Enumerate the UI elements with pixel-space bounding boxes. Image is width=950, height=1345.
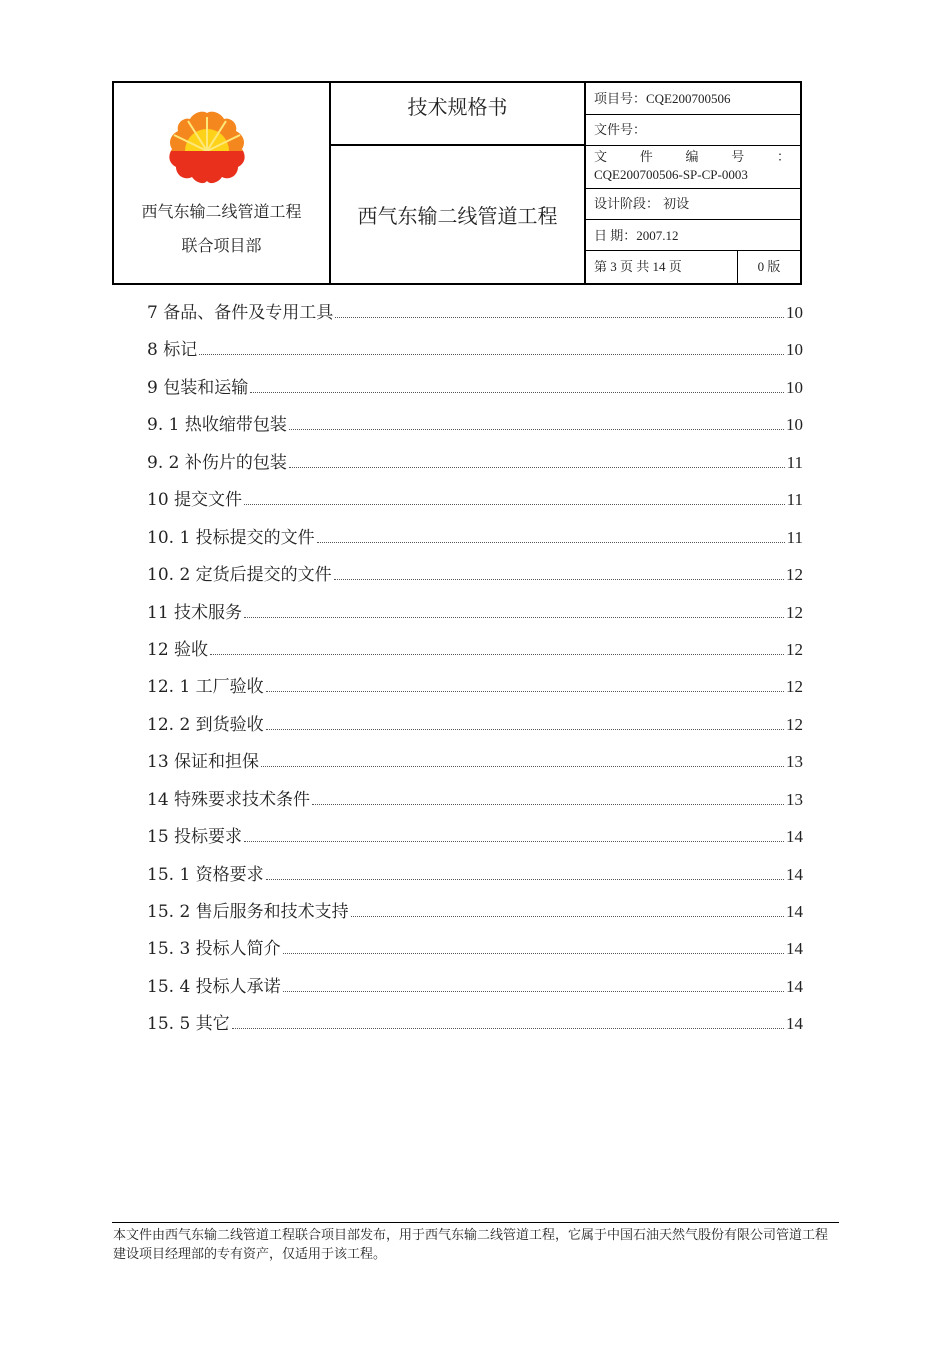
toc-entry-page: 14 xyxy=(786,864,803,884)
toc-entry[interactable] xyxy=(147,410,803,447)
toc-entry-label: 15. 2 售后服务和技术支持 xyxy=(147,902,349,922)
org-name-line1: 西气东输二线管道工程 xyxy=(141,202,302,221)
header-title-cell xyxy=(331,83,586,283)
toc-entry[interactable] xyxy=(147,785,803,822)
toc-leader-dots xyxy=(266,691,784,692)
toc-entry-label: 11 技术服务 xyxy=(147,602,243,623)
toc-leader-dots xyxy=(210,654,784,655)
toc-entry-page: 14 xyxy=(786,939,803,959)
toc-entry[interactable] xyxy=(147,598,803,635)
toc-entry-label: 8 标记 xyxy=(147,340,198,361)
toc-leader-dots xyxy=(283,991,784,992)
page-info: 第 3 页 共 14 页 xyxy=(586,251,738,283)
toc-entry-label: 7 备品、备件及专用工具 xyxy=(147,303,334,323)
toc-entry-label: 10 提交文件 xyxy=(147,490,243,511)
toc-leader-dots xyxy=(266,879,784,880)
toc-leader-dots xyxy=(244,841,784,842)
footer-note: 本文件由西气东输二线管道工程联合项目部发布，用于西气东输二线管道工程，它属于中国石油天然气股份有限公司管道工程建设项目经理部的专有资产，仅适用于该工程。 xyxy=(113,1228,829,1262)
toc-entry-page: 13 xyxy=(786,752,803,772)
toc-entry[interactable] xyxy=(147,822,803,859)
toc-entry-label: 10. 2 定货后提交的文件 xyxy=(147,565,332,586)
toc-entry-page: 13 xyxy=(786,789,803,809)
toc-entry[interactable] xyxy=(147,710,803,747)
toc-entry[interactable] xyxy=(147,298,803,335)
petrochina-logo-icon xyxy=(166,109,248,185)
toc-leader-dots xyxy=(244,504,785,505)
toc-entry-page: 14 xyxy=(786,1014,803,1034)
toc-leader-dots xyxy=(199,354,784,355)
toc-entry-page: 12 xyxy=(786,714,803,734)
toc-entry[interactable] xyxy=(147,485,803,522)
toc-entry-page: 14 xyxy=(786,902,803,921)
toc-entry-page: 11 xyxy=(786,490,803,510)
toc-leader-dots xyxy=(312,804,784,805)
toc-entry-page: 12 xyxy=(786,565,803,585)
toc-entry-page: 11 xyxy=(786,527,803,547)
toc-entry-label: 15 投标要求 xyxy=(147,827,243,848)
toc-leader-dots xyxy=(261,766,784,767)
toc-entry-label: 15. 3 投标人简介 xyxy=(147,939,281,960)
toc-leader-dots xyxy=(250,392,784,393)
page-version-row xyxy=(586,251,800,283)
toc-leader-dots xyxy=(289,429,784,430)
toc-entry[interactable] xyxy=(147,523,803,560)
toc-entry[interactable] xyxy=(147,635,803,672)
toc-entry-page: 10 xyxy=(786,340,803,360)
toc-leader-dots xyxy=(232,1028,784,1029)
header-logo-cell xyxy=(114,83,331,283)
toc-entry-label: 10. 1 投标提交的文件 xyxy=(147,527,315,548)
toc-entry-page: 14 xyxy=(786,827,803,847)
toc-entry-label: 9 包装和运输 xyxy=(147,377,249,398)
toc-entry-label: 12. 1 工厂验收 xyxy=(147,677,264,698)
toc-entry-label: 9. 2 补伤片的包装 xyxy=(147,452,287,473)
toc-entry-page: 12 xyxy=(786,602,803,622)
toc-entry[interactable] xyxy=(147,860,803,897)
toc-leader-dots xyxy=(289,467,785,468)
project-number: 项目号：CQE200700506 xyxy=(586,83,800,115)
toc-entry-label: 13 保证和担保 xyxy=(147,752,260,773)
org-name-line2: 联合项目部 xyxy=(181,236,262,255)
toc-entry[interactable] xyxy=(147,560,803,597)
toc-entry[interactable] xyxy=(147,448,803,485)
toc-entry[interactable] xyxy=(147,934,803,971)
doc-code-value: CQE200700506-SP-CP-0003 xyxy=(594,167,748,182)
doc-type-title: 技术规格书 xyxy=(331,83,584,146)
doc-code-field xyxy=(586,146,800,189)
toc-entry-label: 12 验收 xyxy=(147,639,209,660)
file-number: 文件号： xyxy=(586,115,800,146)
toc-leader-dots xyxy=(335,317,784,318)
toc-entry[interactable] xyxy=(147,747,803,784)
toc-entry-label: 15. 5 其它 xyxy=(147,1014,230,1035)
toc-entry-page: 10 xyxy=(786,303,803,322)
toc-leader-dots xyxy=(244,617,784,618)
toc-entry-page: 14 xyxy=(786,976,803,996)
toc-leader-dots xyxy=(351,916,784,917)
toc-entry[interactable] xyxy=(147,672,803,709)
toc-entry[interactable] xyxy=(147,373,803,410)
doc-code-label: 文 件 编 号 ： xyxy=(594,150,790,165)
toc-entry[interactable] xyxy=(147,972,803,1009)
toc-leader-dots xyxy=(317,542,785,543)
toc-entry[interactable] xyxy=(147,1009,803,1046)
toc-entry[interactable] xyxy=(147,897,803,934)
doc-date: 日 期：2007.12 xyxy=(586,220,800,251)
toc-entry-label: 15. 4 投标人承诺 xyxy=(147,976,281,997)
version: 0 版 xyxy=(757,259,781,274)
design-stage: 设计阶段： 初设 xyxy=(586,189,800,220)
footer-divider xyxy=(112,1222,839,1223)
toc-entry-label: 9. 1 热收缩带包装 xyxy=(147,415,287,436)
toc-entry-page: 10 xyxy=(786,377,803,397)
toc-leader-dots xyxy=(283,953,784,954)
toc-entry-page: 12 xyxy=(786,677,803,697)
header-info-cell xyxy=(586,83,800,283)
table-of-contents xyxy=(147,298,803,1047)
toc-entry-page: 10 xyxy=(786,415,803,435)
toc-leader-dots xyxy=(266,729,784,730)
toc-entry-page: 11 xyxy=(786,452,803,472)
header-table xyxy=(112,81,802,285)
project-name: 西气东输二线管道工程 xyxy=(357,204,558,228)
toc-entry-label: 14 特殊要求技术条件 xyxy=(147,789,311,810)
toc-entry-label: 15. 1 资格要求 xyxy=(147,864,264,885)
toc-leader-dots xyxy=(334,579,784,580)
toc-entry[interactable] xyxy=(147,335,803,372)
toc-entry-label: 12. 2 到货验收 xyxy=(147,714,264,735)
toc-entry-page: 12 xyxy=(786,639,803,659)
